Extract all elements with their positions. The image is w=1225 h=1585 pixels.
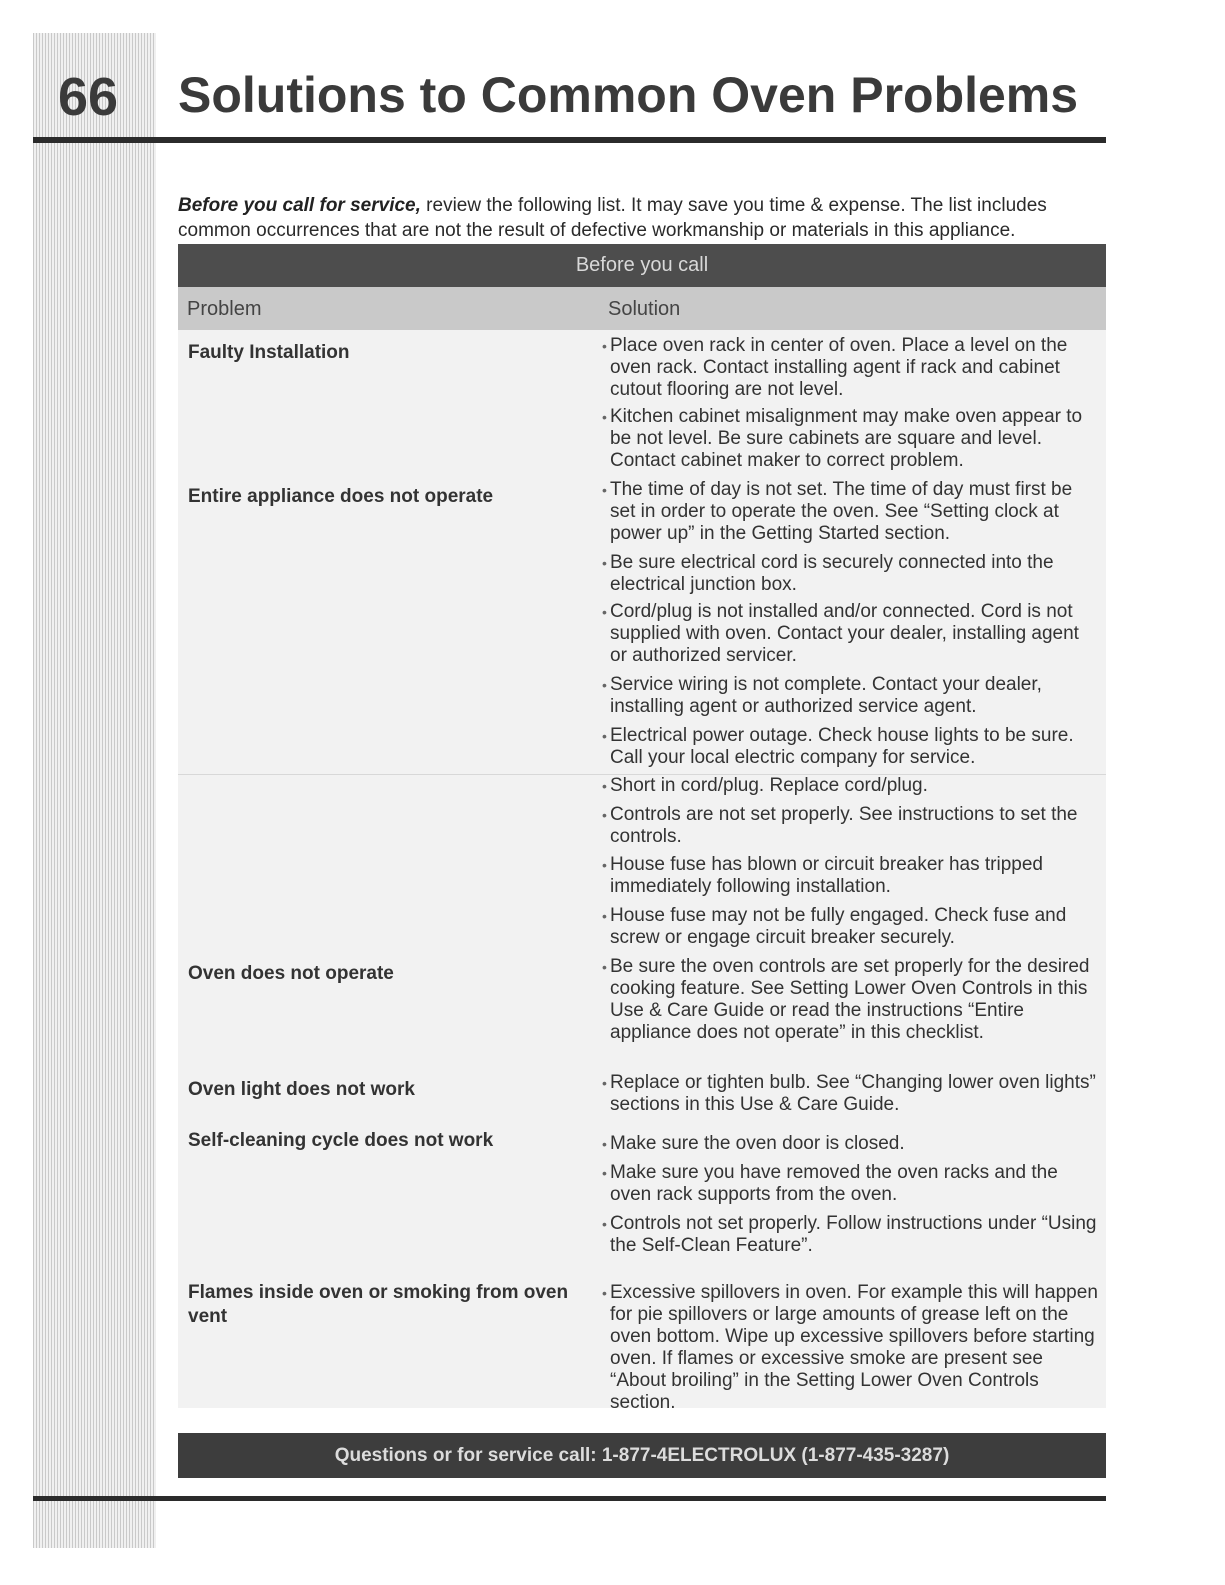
bullet-icon: • <box>602 1216 607 1232</box>
intro-lead: Before you call for service, <box>178 195 421 216</box>
bullet-icon: • <box>602 728 607 744</box>
top-rule <box>33 137 1106 143</box>
bullet-icon: • <box>602 1165 607 1181</box>
intro-text: review the following list. It may save you time & expense. The list includes common occurrences that are not the result of defective workmanship or materials in this appliance. <box>178 195 1047 241</box>
solution-item: • Be sure the oven controls are set properly for the desired cooking feature. See Setting Lower Oven Controls in this Use & Care Guide or read the instructions “Entire appliance does not operate” in this checklist. <box>602 956 1090 1043</box>
solution-item: • House fuse has blown or circuit breaker has tripped immediately following installation. <box>602 854 1044 897</box>
solution-item: • The time of day is not set. The time of day must first be set in order to operate the oven. See “Setting clock at power up” in the Getting Started section. <box>602 479 1073 544</box>
bullet-icon: • <box>602 409 607 425</box>
solution-item: • Service wiring is not complete. Contact your dealer, installing agent or authorized service agent. <box>602 674 1042 717</box>
problem-item: Entire appliance does not operate <box>188 486 494 507</box>
intro-paragraph <box>178 193 1108 243</box>
solution-item: • Electrical power outage. Check house lights to be sure. Call your local electric company for service. <box>602 725 1074 768</box>
problem-item: Oven does not operate <box>188 963 394 984</box>
bullet-icon: • <box>602 1136 607 1152</box>
service-phone-banner: Questions or for service call: 1-877-4ELECTROLUX (1-877-435-3287) <box>178 1433 1106 1478</box>
solution-item: • Be sure electrical cord is securely connected into the electrical junction box. <box>602 552 1054 595</box>
problem-item: Faulty Installation <box>188 342 350 363</box>
column-headers <box>178 287 1106 330</box>
solution-item: • House fuse may not be fully engaged. Check fuse and screw or engage circuit breaker securely. <box>602 905 1067 948</box>
solution-item: • Short in cord/plug. Replace cord/plug. <box>602 775 928 796</box>
bullet-icon: • <box>602 1285 607 1301</box>
bullet-icon: • <box>602 1075 607 1091</box>
solution-item: • Place oven rack in center of oven. Place a level on the oven rack. Contact installing agent if rack and cabinet cutout flooring are not level. <box>602 335 1068 400</box>
bullet-icon: • <box>602 807 607 823</box>
solution-item: • Replace or tighten bulb. See “Changing lower oven lights” sections in this Use & Care Guide. <box>602 1072 1096 1115</box>
bullet-icon: • <box>602 677 607 693</box>
bullet-icon: • <box>602 908 607 924</box>
problem-item: Flames inside oven or smoking from oven vent <box>188 1282 569 1327</box>
page-number: 66 <box>58 67 119 127</box>
solution-item: • Make sure you have removed the oven racks and the oven rack supports from the oven. <box>602 1162 1058 1205</box>
bullet-icon: • <box>602 778 607 794</box>
bullet-icon: • <box>602 604 607 620</box>
solution-item: • Cord/plug is not installed and/or connected. Cord is not supplied with oven. Contact your dealer, installing agent or authorized servicer. <box>602 601 1079 666</box>
table-title: Before you call <box>178 244 1106 287</box>
solution-item: • Controls not set properly. Follow instructions under “Using the Self-Clean Feature”. <box>602 1213 1097 1256</box>
troubleshooting-table <box>178 244 1106 1413</box>
page-edge-tab <box>33 33 156 1548</box>
problem-item: Oven light does not work <box>188 1079 415 1100</box>
problem-column-header: Problem <box>187 298 262 320</box>
solution-item: • Kitchen cabinet misalignment may make oven appear to be not level. Be sure cabinets are square and level. Contact cabinet maker to correct problem. <box>602 406 1083 471</box>
solution-column-header: Solution <box>608 298 681 320</box>
bullet-icon: • <box>602 482 607 498</box>
solution-item: • Excessive spillovers in oven. For example this will happen for pie spillovers or large amounts of grease left on the oven bottom. Wipe up excessive spillovers before starting oven. If flames or excessive smoke are present see “About broiling” in the Setting Lower Oven Controls section. <box>602 1282 1098 1413</box>
bullet-icon: • <box>602 555 607 571</box>
bottom-rule <box>33 1496 1106 1501</box>
bullet-icon: • <box>602 338 607 354</box>
solution-item: • Controls are not set properly. See instructions to set the controls. <box>602 804 1078 847</box>
bullet-icon: • <box>602 959 607 975</box>
problem-item: Self-cleaning cycle does not work <box>188 1130 494 1151</box>
bullet-icon: • <box>602 857 607 873</box>
solution-item: • Make sure the oven door is closed. <box>602 1133 905 1154</box>
page-title: Solutions to Common Oven Problems <box>178 67 1079 123</box>
